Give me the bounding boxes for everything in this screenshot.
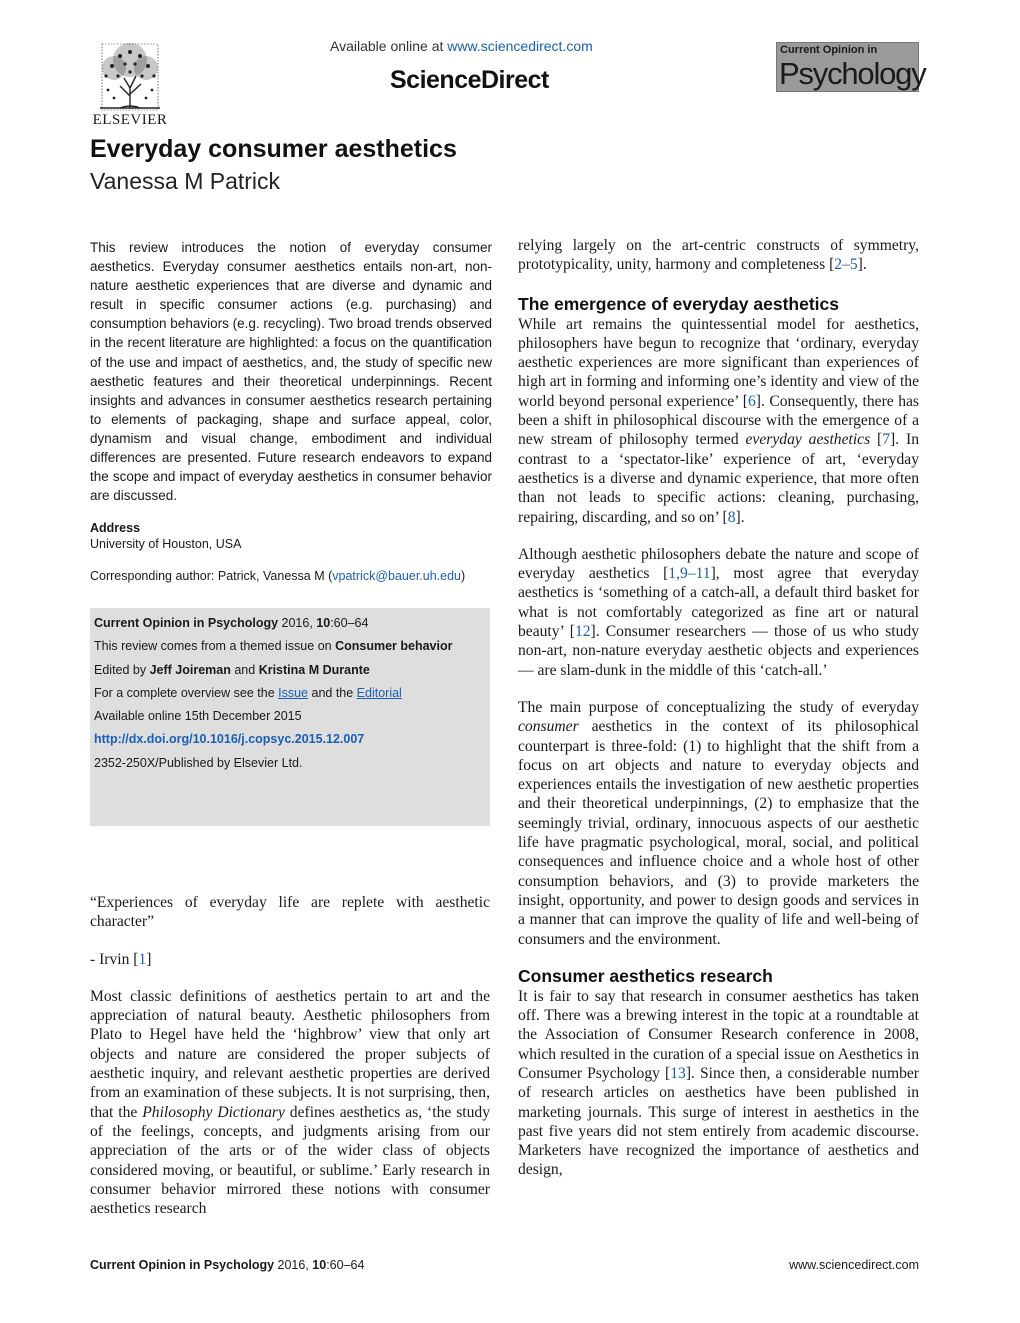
purpose-text-b: aesthetics in the context of its philosophical counterpart is three-fold: (1) to highlight that the shift from a focus on art objects and nature to everyday objects and experiences entails the investigation of new aesthetic properties and their theoretical underpinnings, (2) to emphasize that the seemingly trivial, ordinary, innocuous aspects of our aesthetic life have pragmatic psychological, moral, social, and political consequences and influence choice and a whole host of other consumption behaviors, and (3) to provide marketers the insight, opportunity, and power to design goods and services in a manner that can improve the quality of life and well-being of consumers and the environment. [518, 718, 919, 948]
continued-text-a: relying largely on the art-centric constructs of symmetry, prototypicality, unity, harmony and completeness [ [518, 237, 919, 274]
purpose-text-a: The main purpose of conceptualizing the study of everyday [518, 698, 919, 716]
address-value: University of Houston, USA [90, 537, 242, 551]
info-overview-and: and the [308, 686, 357, 700]
article-author: Vanessa M Patrick [90, 168, 281, 194]
footer-pages: :60–64 [326, 1258, 365, 1272]
editorial-link[interactable]: Editorial [356, 686, 402, 700]
emergence-text-d: ]. In contrast to a ‘spectator-like’ experience of art, ‘everyday aesthetics is a diverse and dynamic experience, that more often than not leads to specific actions: cleaning, purchasing, repairing, discarding, and so on’ [ [518, 431, 919, 526]
catchall-text-b: ], most agree that everyday aesthetics is ‘something of a catch-all, a default third basket for what is not comfortably categorized as fine art or natural beauty’ [ [518, 565, 919, 641]
sciencedirect-wordmark: ScienceDirect [390, 66, 549, 94]
article-title: Everyday consumer aesthetics [90, 135, 457, 163]
emergence-paragraph-3 [518, 698, 919, 949]
corresponding-suffix: ) [461, 569, 466, 583]
ref-link-12[interactable]: 12 [574, 623, 591, 641]
footer-citation [90, 1258, 364, 1272]
journal-badge [776, 42, 926, 92]
footer-year: 2016, [274, 1258, 313, 1272]
intro-text-a: Most classic definitions of aesthetics pertain to art and the appreciation of natural beauty. Aesthetic philosophers from Plato to Hegel have held the ‘highbrow’ view that only art objects and nature are considered the proper subjects of aesthetic inquiry, and relevant aesthetic properties are derived from an examination of these subjects. It is not surprising, then, that the [90, 987, 490, 1121]
issue-link[interactable]: Issue [278, 686, 309, 700]
footer-site[interactable]: www.sciencedirect.com [789, 1258, 919, 1272]
emergence-italic: everyday aesthetics [745, 431, 871, 449]
info-issn: 2352-250X/Published by Elsevier Ltd. [94, 756, 303, 770]
emergence-text-c: [ [870, 431, 883, 449]
ref-link-2-5[interactable]: 2–5 [834, 256, 858, 274]
info-journal-name: Current Opinion in Psychology [94, 616, 279, 630]
emergence-paragraph-2 [518, 545, 919, 680]
info-available-online: Available online 15th December 2015 [94, 709, 302, 723]
footer-journal-name: Current Opinion in Psychology [90, 1258, 275, 1272]
emergence-paragraph-1 [518, 315, 919, 527]
epigraph-attribution-prefix: - Irvin [ [90, 950, 139, 968]
continued-text-b: ]. [857, 256, 867, 274]
epigraph-quote: “Experiences of everyday life are replete with aesthetic character” [90, 894, 490, 931]
section-heading-emergence: The emergence of everyday aesthetics [518, 293, 839, 314]
info-edited-prefix: Edited by [94, 663, 150, 677]
research-text-a: It is fair to say that research in consumer aesthetics has taken off. There was a brewing interest in the topic at a roundtable at the Association of Consumer Research conference in 2008, which resulted in the curation of a special issue on Aesthetics in Consumer Psychology [ [518, 987, 919, 1082]
info-editor-1: Jeff Joireman [149, 663, 231, 677]
corresponding-email-link[interactable]: vpatrick@bauer.uh.edu [332, 569, 461, 583]
abstract: This review introduces the notion of everyday consumer aesthetics. Everyday consumer aesthetics entails non-art, non-nature aesthetic experiences that are diverse and dynamic and result in specific consumer actions (e.g. purchasing) and consumption behaviors (e.g. recycling). Two broad trends observed in the recent literature are highlighted: a focus on the quantification of the use and impact of aesthetics, and, the study of specific new aesthetic features and their theoretical underpinnings. Recent insights and advances in consumer aesthetics research pertaining to elements of packaging, shape and surface appeal, color, dynamism and visual change, embodiment and individual differences are presented. Future research endeavors to expand the scope and impact of everyday aesthetics in consumer behavior are discussed. [90, 240, 492, 504]
intro-paragraph [90, 987, 490, 1219]
catchall-text-a: Although aesthetic philosophers debate the nature and scope of everyday aesthetics [ [518, 545, 919, 583]
info-theme-prefix: This review comes from a themed issue on [94, 639, 336, 653]
section-heading-research: Consumer aesthetics research [518, 965, 773, 986]
corresponding-prefix: Corresponding author: Patrick, Vanessa M ( [90, 569, 333, 583]
ref-link-1-9-11[interactable]: 1,9–11 [668, 565, 711, 583]
epigraph-attribution [90, 950, 490, 969]
article-info-box [90, 608, 490, 826]
info-overview-prefix: For a complete overview see the [94, 686, 279, 700]
info-journal-volume: 10 [316, 616, 331, 630]
ref-link-6[interactable]: 6 [747, 392, 756, 410]
journal-badge-top: Current Opinion in [780, 44, 878, 56]
info-theme-name: Consumer behavior [335, 639, 453, 653]
info-journal-year: 2016, [278, 616, 317, 630]
left-column [90, 893, 490, 1218]
purpose-italic: consumer [518, 718, 579, 736]
doi-link[interactable]: http://dx.doi.org/10.1016/j.copsyc.2015.12.007 [94, 732, 365, 746]
elsevier-wordmark: ELSEVIER [92, 112, 168, 128]
info-journal-citation [94, 616, 368, 630]
emergence-text-e: ]. [735, 508, 745, 526]
info-edited-and: and [230, 663, 259, 677]
address-label: Address [90, 521, 141, 535]
info-editors [94, 663, 370, 677]
corresponding-author [90, 569, 465, 583]
available-online-prefix: Available online at [330, 38, 448, 54]
ref-link-7[interactable]: 7 [882, 431, 891, 449]
intro-text-b: defines aesthetics as, ‘the study of the feelings, concepts, and judgments arising from our appreciation of the arts or of the wider class of objects considered moving, or beautiful, or sublime.’ Early research in consumer behavior mirrored these notions with consumer aesthetics research [90, 1103, 491, 1218]
available-online-line [330, 38, 593, 54]
research-text-b: ]. Since then, a considerable number of research articles on aesthetics have been published in marketing journals. This surge of interest in aesthetics in the past five years did not stem entirely from academic discourse. Marketers have recognized the importance of aesthetics and design, [518, 1064, 919, 1179]
catchall-text-c: ]. Consumer researchers — those of us who study non-art, non-nature everyday aesthetic objects and experiences — are slam-dunk in the middle of this ‘catch-all.’ [518, 623, 919, 679]
intro-italic: Philosophy Dictionary [142, 1103, 285, 1121]
ref-link-13[interactable]: 13 [670, 1064, 686, 1082]
journal-badge-main: Psychology [779, 56, 926, 91]
sciencedirect-link[interactable]: www.sciencedirect.com [447, 38, 593, 54]
epigraph-attribution-suffix: ] [146, 950, 152, 968]
info-journal-pages: :60–64 [330, 616, 369, 630]
emergence-text-a: While art remains the quintessential model for aesthetics, philosophers have begun to recognize that ‘ordinary, everyday aesthetic experiences are more significant than experiences of high art in forming and informing one’s identity and view of the world beyond personal experience’ [ [518, 315, 919, 410]
info-overview [94, 686, 402, 700]
research-paragraph [518, 987, 919, 1180]
footer-volume: 10 [312, 1258, 327, 1272]
right-column [518, 236, 919, 1180]
info-editor-2: Kristina M Durante [258, 663, 370, 677]
ref-link-1[interactable]: 1 [138, 950, 147, 968]
ref-link-8[interactable]: 8 [727, 508, 736, 526]
emergence-text-b: ]. Consequently, there has been a shift in philosophical discourse with the emergence of a new stream of philosophy termed [518, 392, 919, 449]
info-theme [94, 639, 452, 653]
continued-paragraph [518, 236, 919, 275]
